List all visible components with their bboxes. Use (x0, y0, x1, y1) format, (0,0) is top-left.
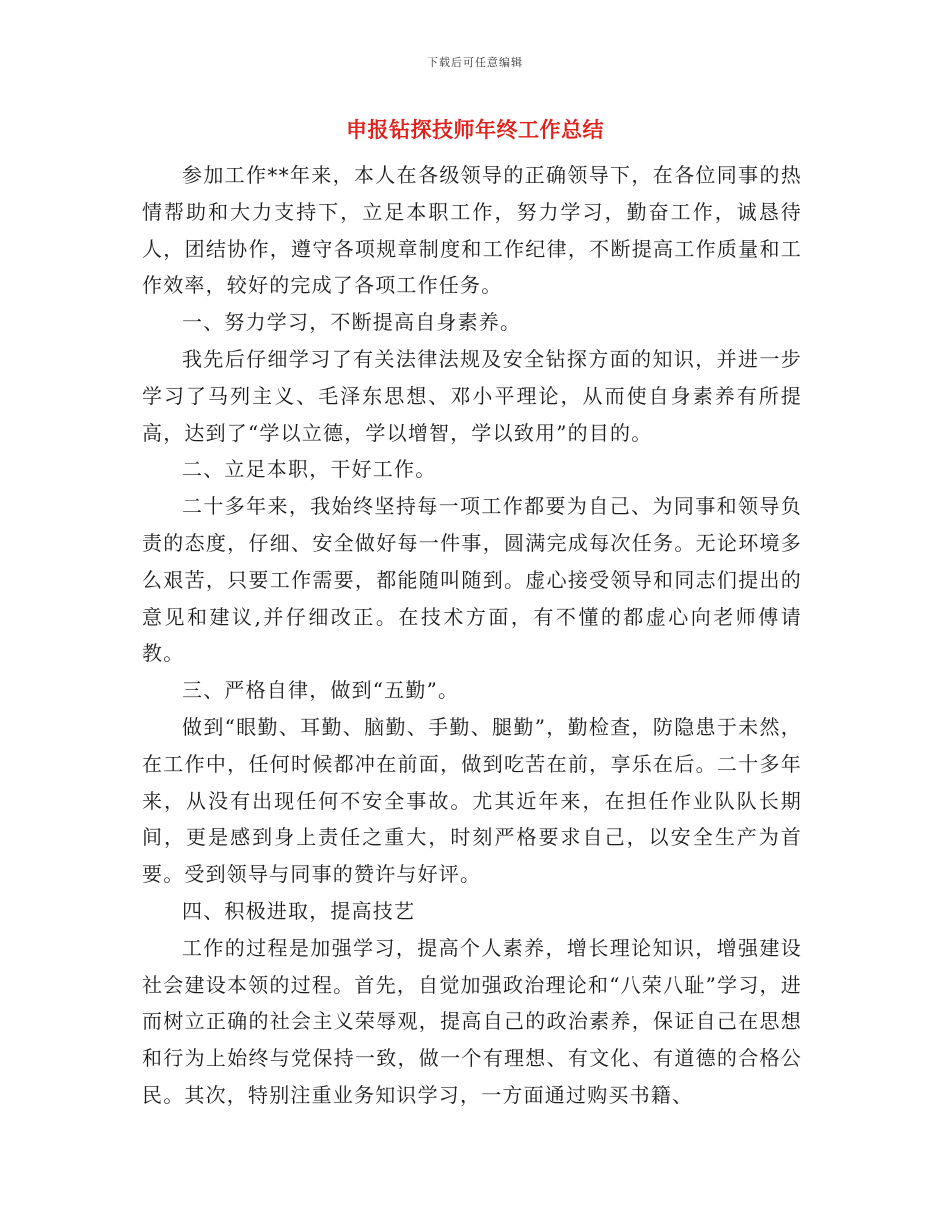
section-heading-4: 四、积极进取，提高技艺 (182, 898, 416, 923)
paragraph-section-1: 我先后仔细学习了有关法律法规及安全钻探方面的知识，并进一步学习了马列主义、毛泽东思想、邓小平理论，从而使自身素养有所提高，达到了“学以立德，学以增智，学以致用”的目的。 (142, 346, 802, 445)
paragraph-section-2: 二十多年来，我始终坚持每一项工作都要为自己、为同事和领导负责的态度，仔细、安全做好每一件事，圆满完成每次任务。无论环境多么艰苦，只要工作需要，都能随叫随到。虚心接受领导和同志们提出的意见和建议,并仔细改正。在技术方面，有不懂的都虚心向老师傅请教。 (142, 494, 802, 666)
header-note: 下载后可任意编辑 (427, 56, 523, 69)
section-heading-1: 一、努力学习，不断提高自身素养。 (182, 310, 522, 335)
section-heading-3: 三、严格自律，做到“五勤”。 (182, 678, 460, 703)
document-body (142, 157, 802, 1114)
section-heading-2: 二、立足本职，干好工作。 (182, 457, 437, 482)
document-title: 申报钻探技师年终工作总结 (346, 117, 604, 142)
paragraph-section-4: 工作的过程是加强学习，提高个人素养，增长理论知识，增强建设社会建设本领的过程。首先，自觉加强政治理论和“八荣八耻”学习，进而树立正确的社会主义荣辱观，提高自己的政治素养，保证自己在思想和行为上始终与党保持一致，做一个有理想、有文化、有道德的合格公民。其次，特别注重业务知识学习，一方面通过购买书籍、 (142, 935, 802, 1107)
paragraph-section-3: 做到“眼勤、耳勤、脑勤、手勤、腿勤”，勤检查，防隐患于未然，在工作中，任何时候都冲在前面，做到吃苦在前，享乐在后。二十多年来，从没有出现任何不安全事故。尤其近年来，在担任作业队队长期间，更是感到身上责任之重大，时刻严格要求自己，以安全生产为首要。受到领导与同事的赞许与好评。 (142, 714, 802, 887)
paragraph-intro: 参加工作**年来，本人在各级领导的正确领导下，在各位同事的热情帮助和大力支持下，立足本职工作，努力学习，勤奋工作，诚恳待人，团结协作，遵守各项规章制度和工作纪律，不断提高工作质量和工作效率，较好的完成了各项工作任务。 (142, 163, 802, 298)
